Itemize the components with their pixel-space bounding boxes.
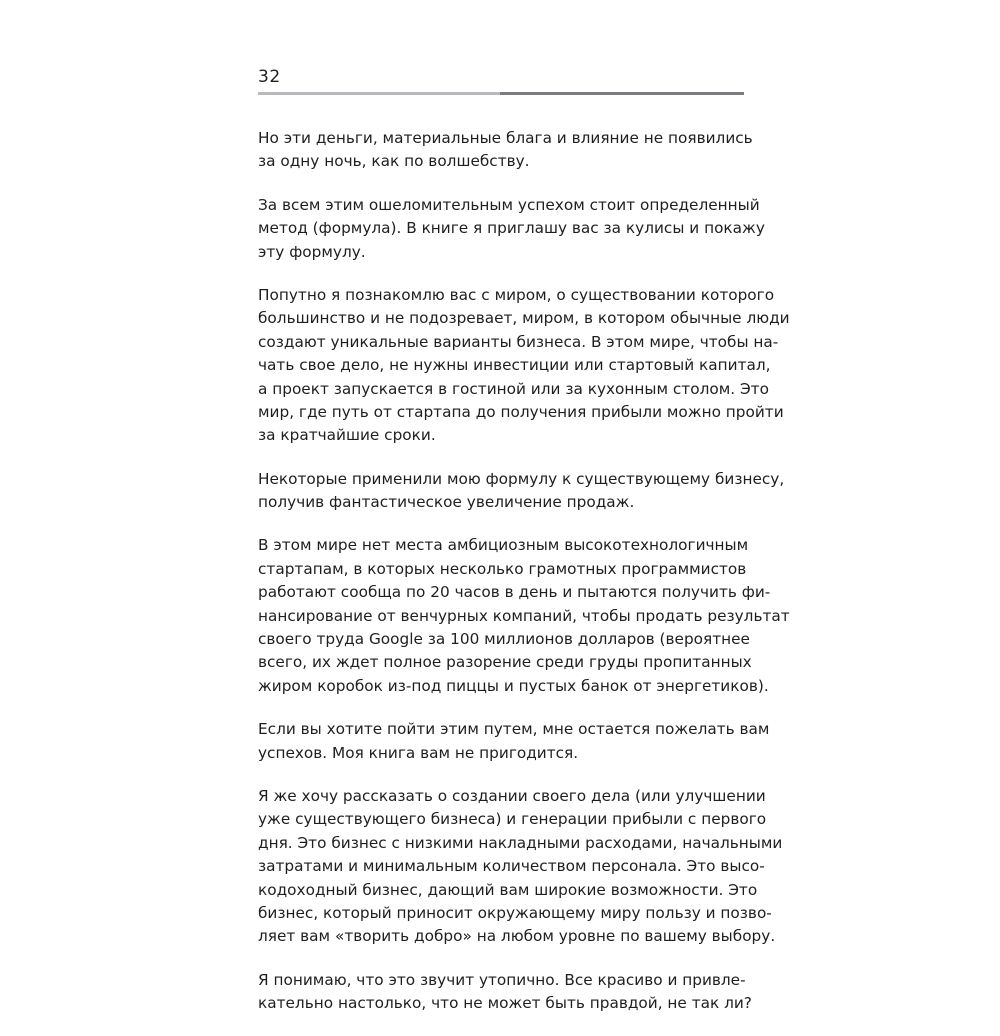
text-line: жиром коробок из-под пиццы и пустых банок от энергетиков).	[258, 676, 769, 695]
text-line: мир, где путь от стартапа до получения прибыли можно пройти	[258, 402, 784, 421]
text-line: Я же хочу рассказать о создании своего дела (или улучшении	[258, 786, 766, 805]
text-line: уже существующего бизнеса) и генерации прибыли с первого	[258, 810, 767, 829]
body-text	[258, 127, 790, 1036]
text-line: затратами и минимальным количеством персонала. Это высо-	[258, 857, 765, 876]
text-line: чать свое дело, не нужны инвестиции или стартовый капитал,	[258, 356, 771, 375]
text-line: ляет вам «творить добро» на любом уровне по вашему выбору.	[258, 927, 776, 946]
text-line: эту формулу.	[258, 242, 366, 261]
text-line: бизнес, который приносит окружающему миру пользу и позво-	[258, 903, 772, 922]
text-line: кодоходный бизнес, дающий вам широкие возможности. Это	[258, 880, 758, 899]
page-number: 32	[258, 67, 281, 87]
text-line: В этом мире нет места амбициозным высокотехнологичным	[258, 536, 749, 555]
text-line: метод (формула). В книге я приглашу вас за кулисы и покажу	[258, 219, 765, 238]
text-line: получив фантастическое увеличение продаж.	[258, 493, 635, 512]
text-line: Некоторые применили мою формулу к существующему бизнесу,	[258, 469, 785, 488]
text-line: создают уникальные варианты бизнеса. В этом мире, чтобы на-	[258, 332, 779, 351]
text-line: стартапам, в которых несколько грамотных программистов	[258, 559, 747, 578]
paragraph	[258, 468, 785, 515]
paragraph	[258, 194, 765, 264]
header-rule	[258, 92, 744, 95]
paragraph	[258, 284, 790, 448]
text-line: За всем этим ошеломительным успехом стоит определенный	[258, 195, 760, 214]
text-line: Я понимаю, что это звучит утопично. Все красиво и привле-	[258, 970, 746, 989]
text-line: Если вы хотите пойти этим путем, мне остается пожелать вам	[258, 720, 770, 739]
paragraph	[258, 718, 770, 765]
text-line: за кратчайшие сроки.	[258, 426, 436, 445]
text-line: Попутно я познакомлю вас с миром, о существовании которого	[258, 285, 775, 304]
text-line: за одну ночь, как по волшебству.	[258, 152, 530, 171]
paragraph	[258, 969, 752, 1016]
text-line: своего труда Google за 100 миллионов долларов (вероятнее	[258, 630, 750, 649]
text-line: Но эти деньги, материальные блага и влияние не появились	[258, 129, 753, 147]
text-line: всего, их ждет полное разорение среди груды пропитанных	[258, 653, 752, 672]
text-line: а проект запускается в гостиной или за кухонным столом. Это	[258, 379, 769, 398]
text-line: нансирование от венчурных компаний, чтобы продать результат	[258, 606, 790, 625]
text-line: успехов. Моя книга вам не пригодится.	[258, 743, 579, 762]
paragraph	[258, 785, 783, 949]
header-rule-light-segment	[258, 92, 500, 95]
paragraph	[258, 127, 753, 174]
header-rule-dark-segment	[500, 92, 744, 95]
text-line: большинство и не подозревает, миром, в котором обычные люди	[258, 309, 790, 328]
text-line: дня. Это бизнес с низкими накладными расходами, начальными	[258, 833, 783, 852]
book-page	[258, 0, 790, 1013]
text-line: кательно настолько, что не может быть правдой, не так ли?	[258, 994, 752, 1013]
text-line: работают сообща по 20 часов в день и пытаются получить фи-	[258, 583, 771, 602]
paragraph	[258, 534, 790, 698]
